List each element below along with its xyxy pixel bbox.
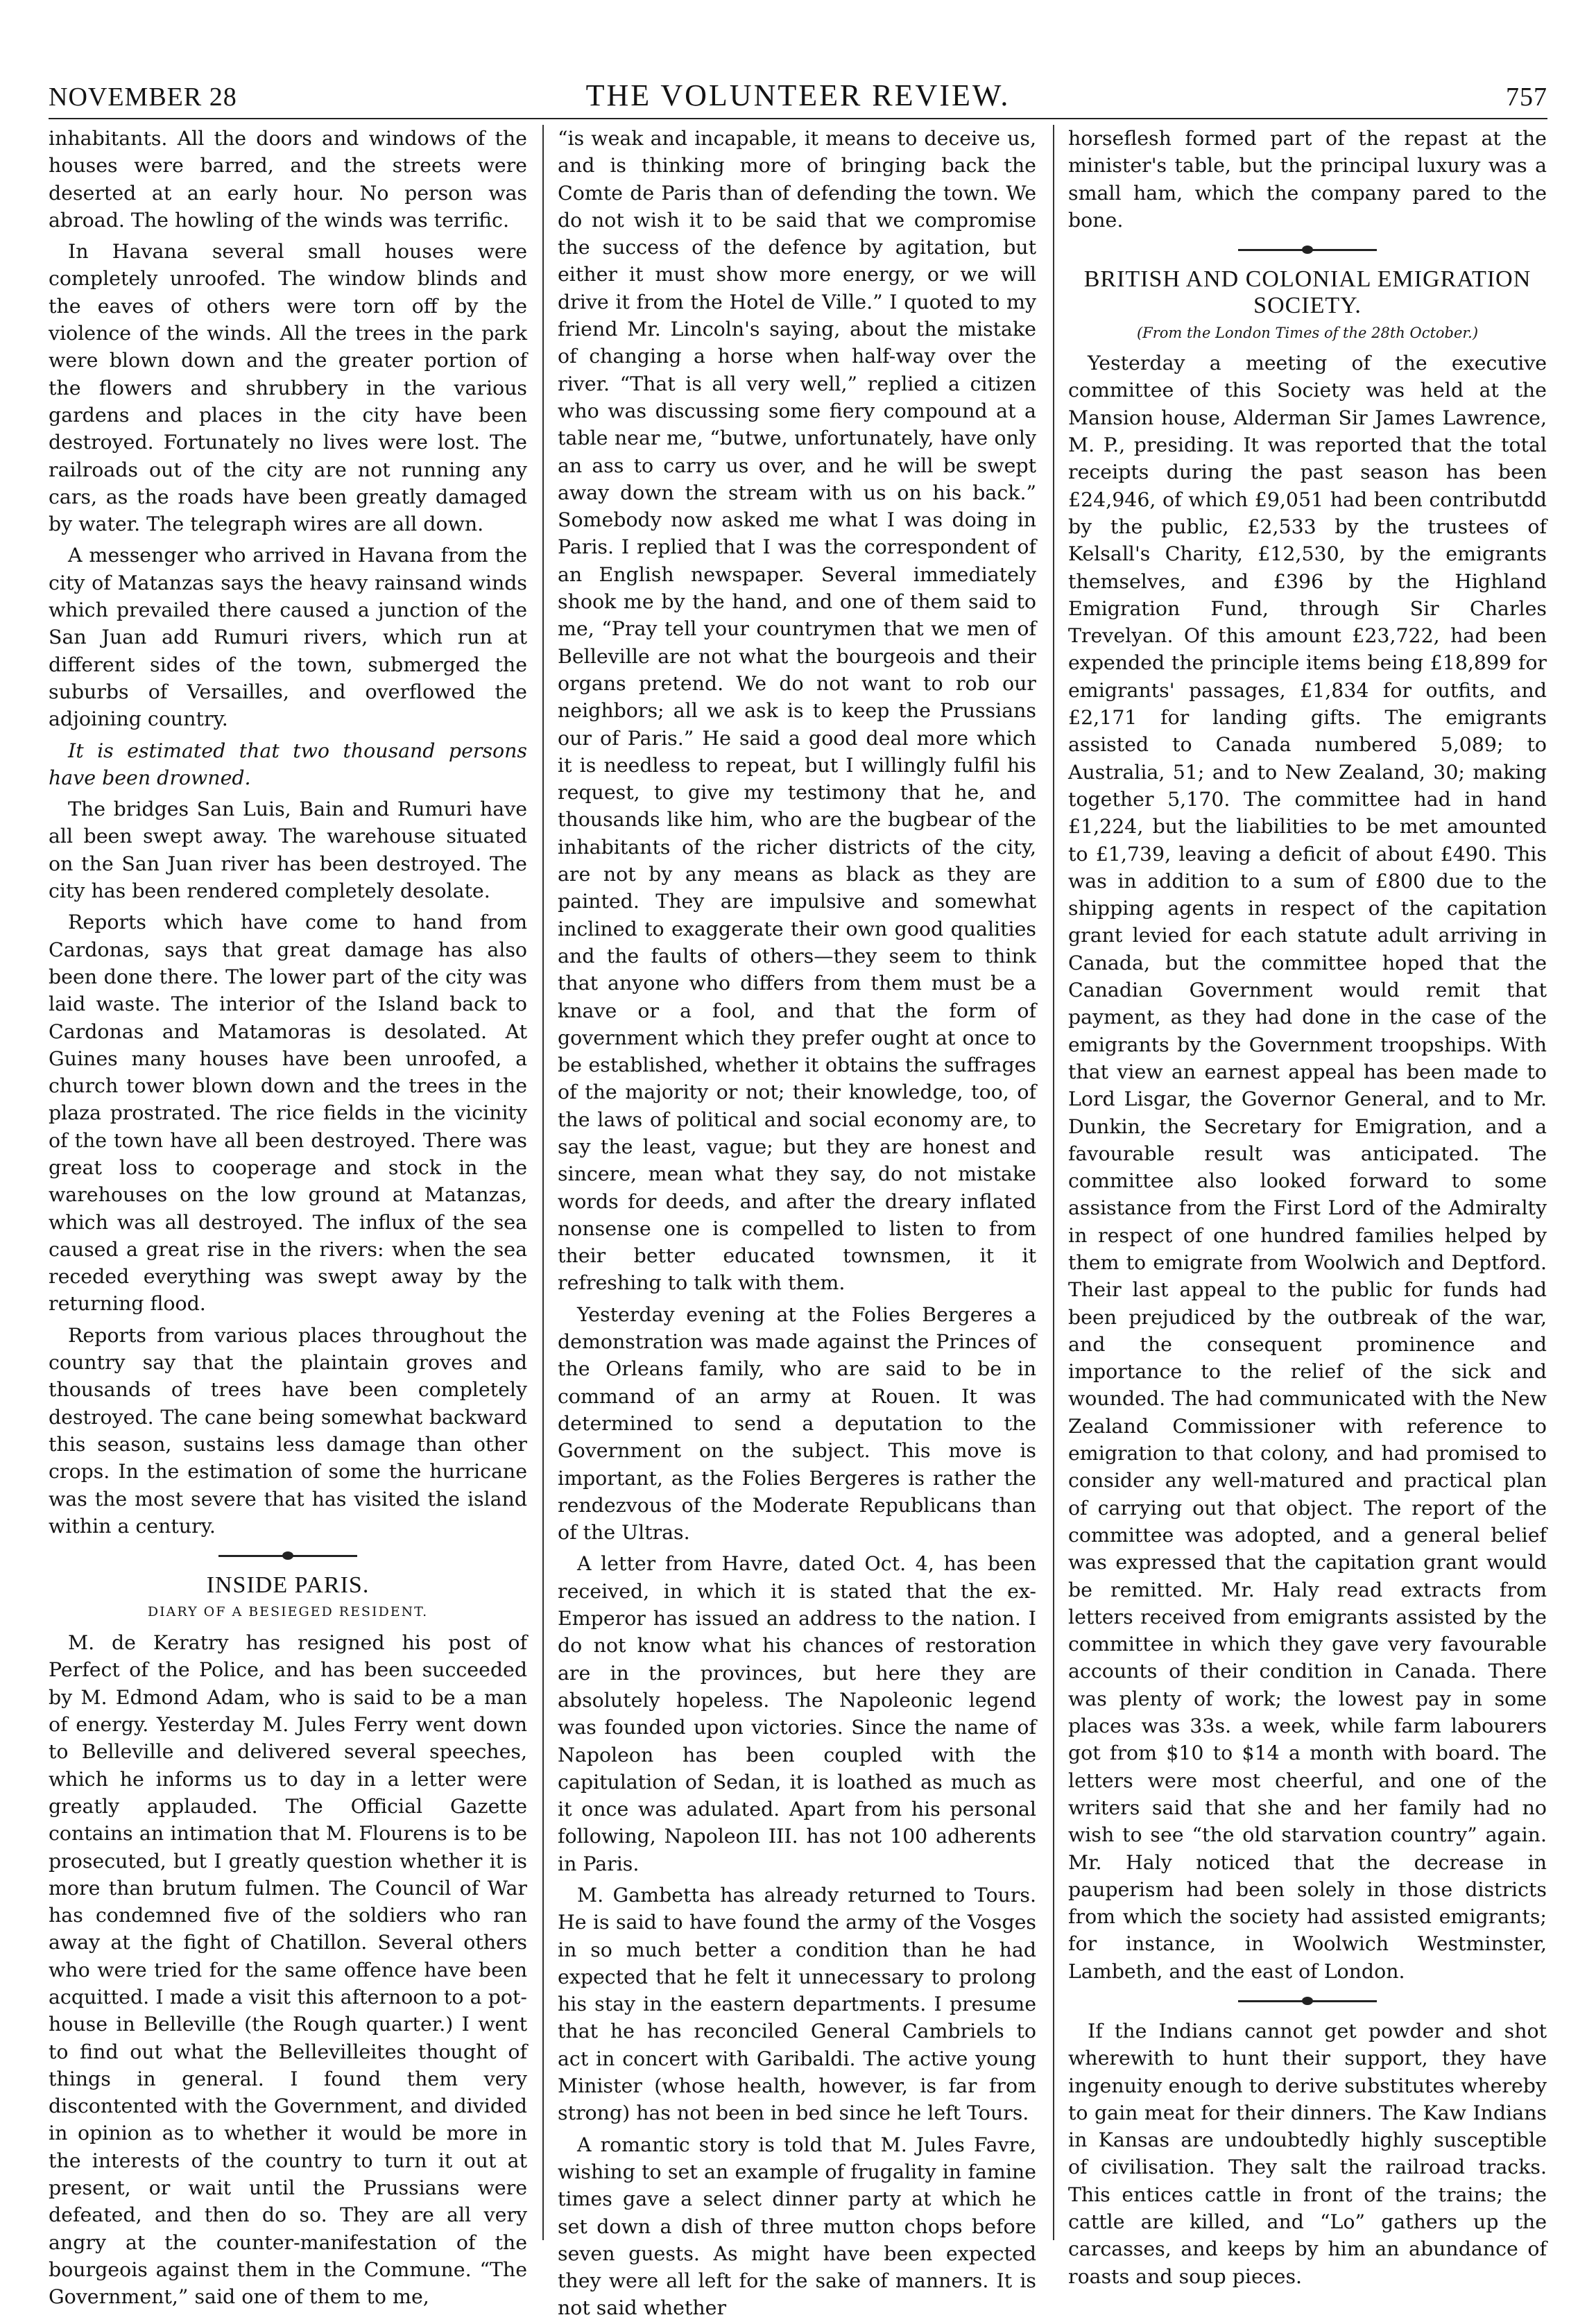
paragraph: Yesterday a meeting of the executive committee of this Society was held at the Mansion house, Alderman Sir James Lawrence, M. P., presiding. It was reported that the total receipts during the past season has been £24,946, of which £9,051 had been contributdd by the public, £2,533 by the trustees of Kelsall's Charity, £12,530, by the emigrants themselves, and £396 by the Highland Emigration Fund, through Sir Charles Trevelyan. Of this amount £23,722, had been expended the principle items being £18,899 for emigrants' passages, £1,834 for outfits, and £2,171 for landing gifts. The emigrants assisted to Canada numbered 5,089; to Australia, 51; and to New Zealand, 30; making together 5,170. The committee had in hand £1,224, but the liabilities to be met amounted to £1,739, leaving a deficit of about £490. This was in addition to a sum of £800 due to the shipping agents in respect of the capitation grant levied for each statute adult arriving in Canada, but the committee hoped that the Canadian Government would remit that payment, as they had done in the case of the emigrants by the Government troopships. With that view an earnest appeal has been made to Lord Lisgar, the Governor General, and to Mr. Dunkin, the Secretary for Emigration, and a favourable result was anticipated. The committee also looked forward to some assistance from the First Lord of the Admiralty in respect of one hundred families helped by them to emigrate from Woolwich and Deptford. Their last appeal to the public for funds had been prejudiced by the outbreak of the war, and the consequent prominence and importance to the relief of the sick and wounded. The had communicated with the New Zealand Commissioner with reference to emigration to that colony, and had promised to consider any well-matured and practical plan of carrying out that object. The report of the committee was adopted, and a general belief was expressed that the capitation grant would be remitted. Mr. Haly read extracts from letters received from emigrants assisted by the committee in which they gave very favourable accounts of their condition in Canada. There was plenty of work; the lowest pay in some places was 33s. a week, while farm labourers got from $10 to $14 a month with board. The letters were most cheerful, and one of the writers said that she and her family had no wish to see “the old starvation country” again. Mr. Haly noticed that the decrease in pauperism had been solely in those districts from which the society had assisted emigrants; for instance, in Woolwich Westminster, Lambeth, and the east of London.: [1068, 352, 1547, 1983]
paragraph: Reports from various places throughout the country say that the plaintain groves and thousands of trees have been completely destroyed. The cane being somewhat backward this season, sustains less damage than other crops. In the estimation of some the hurricane was the most severe that has visited the island within a century.: [49, 1323, 527, 1538]
column-rule: [542, 125, 544, 2240]
paragraph: A letter from Havre, dated Oct. 4, has been received, in which it is stated that the ex-Emperor has issued an address to the nation. I do not know what his chances of restoration are in the provinces, but here they are absolutely hopeless. The Napoleonic legend was founded upon victories. Since the name of Napoleon has been coupled with the capitulation of Sedan, it is loathed as much as it once was adulated. Apart from his personal following, Napoleon III. has not 100 adherents in Paris.: [558, 1552, 1036, 1875]
paragraph: A messenger who arrived in Havana from the city of Matanzas says the heavy rainsand winds which prevailed there caused a junction of the San Juan add Rumuri rivers, which run at different sides of the town, submerged the suburbs of Versailles, and overflowed the adjoining country.: [49, 544, 527, 731]
issue-date: NOVEMBER 28: [49, 83, 237, 112]
paragraph: Reports which have come to hand from Cardonas, says that great damage has also been done there. The lower part of the city was laid waste. The interior of the Island back to Cardonas and Matamoras is desolated. At Guines many houses have been unroofed, a church tower blown down and the trees in the plaza prostrated. The rice fields in the vicinity of the town have all been destroyed. There was great loss to cooperage and stock in the warehouses on the low ground at Matanzas, which was all destroyed. The influx of the sea caused a great rise in the rivers: when the sea receded everything was swept away by the returning flood.: [49, 911, 527, 1316]
column-2: [558, 125, 1036, 2320]
paragraph: If the Indians cannot get powder and shot wherewith to hunt their support, they have ingenuity enough to derive substitutes whereby to gain meat for their dinners. The Kaw Indians in Kansas are undoubtedly highly susceptible of civilisation. They salt the railroad tracks. This entices cattle in front of the trains; the cattle are killed, and “Lo” gathers up the carcasses, and keeps by him an abundance of roasts and soup pieces.: [1068, 2020, 1547, 2288]
paragraph: A romantic story is told that M. Jules Favre, wishing to set an example of frugality in famine times gave a select dinner party at which he set down a dish of three mutton chops before seven guests. As might have been expected they were all left for the sake of manners. It is not said whether: [558, 2133, 1036, 2320]
column-1: [49, 125, 527, 2309]
section-separator: [1238, 249, 1377, 251]
column-rule: [1053, 125, 1054, 2240]
paragraph: It is estimated that two thousand persons have been drowned.: [49, 739, 527, 789]
paragraph: “is weak and incapable, it means to deceive us, and is thinking more of bringing back the Comte de Paris than of defending the town. We do not wish it to be said that we compromise the success of the defence by agitation, but either it must show more energy, or we will drive it from the Hotel de Ville.” I quoted to my friend Mr. Lincoln's saying, about the mistake of changing a horse when half-way over the river. “That is all very well,” replied a citizen who was discussing some fiery compound at a table near me, “butwe, unfortunately, have only an ass to carry us over, and he will be swept away down the stream with us on his back.” Somebody now asked me what I was doing in Paris. I replied that I was the correspondent of an English newspaper. Several immediately shook me by the hand, and one of them said to me, “Pray tell your countrymen that we men of Belleville are not what the bourgeois and their organs pretend. We do not want to rob our neighbors; all we ask is to keep the Prussians our of Paris.” He said a good deal more which it is needless to repeat, but I willingly fulfil his request, to give my testimony that he, and thousands like him, who are the bugbear of the inhabitants of the richer districts of the city, are not by any means as black as they are painted. They are impulsive and somewhat inclined to exaggerate their own good qualities and the faults of others—they seem to think that anyone who differs from them must be a knave or a fool, and that the form of government which they prefer ought at once to be established, whether it obtains the suffrages of the majority or not; their knowledge, too, of the laws of political and social economy are, to say the least, vague; but they are honest and sincere, mean what they say, do not mistake words for deeds, and after the dreary inflated nonsense one is compelled to listen to from their better educated townsmen, it it refreshing to talk with them.: [558, 127, 1036, 1295]
article-subtitle: DIARY OF A BESIEGED RESIDENT.: [147, 1604, 429, 1620]
article-title: BRITISH AND COLONIAL EMIGRATION SOCIETY.: [1083, 266, 1531, 319]
paragraph: M. Gambetta has already returned to Tours. He is said to have found the army of the Vosges in so much better a condition than he had expected that he felt it unnecessary to prolong his stay in the eastern departments. I presume that he has reconciled General Cambriels to act in concert with Garibaldi. The active young Minister (whose health, however, is far from strong) has not been in bed since he left Tours.: [558, 1884, 1036, 2125]
article-title: INSIDE PARIS.: [206, 1572, 370, 1599]
paragraph: The bridges San Luis, Bain and Rumuri have all been swept away. The warehouse situated on the San Juan river has been destroyed. The city has been rendered completely desolate.: [49, 798, 527, 903]
page-number: 757: [1506, 83, 1547, 112]
paragraph: Yesterday evening at the Folies Bergeres a demonstration was made against the Princes of the Orleans family, who are said to be in command of an army at Rouen. It was determined to send a deputation to the Government on the subject. This move is important, as the Folies Bergeres is rather the rendezvous of the Moderate Republicans than of the Ultras.: [558, 1302, 1036, 1545]
column-3: [1068, 125, 1547, 2288]
paragraph: inhabitants. All the doors and windows of the houses were barred, and the streets were deserted at an early hour. No person was abroad. The howling of the winds was terrific.: [49, 127, 527, 232]
paragraph: horseflesh formed part of the repast at the minister's table, but the principal luxury was a small ham, which the company pared to the bone.: [1068, 127, 1547, 232]
masthead-title: THE VOLUNTEER REVIEW.: [585, 78, 1011, 112]
section-separator: [218, 1555, 357, 1557]
paragraph: M. de Keratry has resigned his post of Perfect of the Police, and has been succeeded by M. Edmond Adam, who is said to be a man of energy. Yesterday M. Jules Ferry went down to Belleville and delivered several speeches, which he informs us to day in a letter were greatly applauded. The Official Gazette contains an intimation that M. Flourens is to be prosecuted, but I greatly question whether it is more than brutum fulmen. The Council of War has condemned five of the soldiers who ran away at the fight of Chatillon. Several others who were tried for the same offence have been acquitted. I made a visit this afternoon to a pot-house in Belleville (the Rough quarter.) I went to find out what the Bellevilleites thought of things in general. I found them very discontented with the Government, and divided in opinion as to whether it would be more in the interests of the country to turn it out at present, or wait until the Prussians were defeated, and then do so. They are all very angry at the counter-manifestation of the bourgeois against them in the Commune. “The Government,” said one of them to me,: [49, 1631, 527, 2309]
columns: [49, 125, 1547, 2320]
page-header: [49, 78, 1547, 119]
section-separator: [1238, 2000, 1377, 2002]
article-source: (From the London Times of the 28th October.): [1136, 325, 1479, 342]
paragraph: In Havana several small houses were completely unroofed. The window blinds and the eaves of others were torn off by the violence of the winds. All the trees in the park were blown down and the greater portion of the flowers and shrubbery in the various gardens and places in the city have been destroyed. Fortunately no lives were lost. The railroads out of the city are not running any cars, as the roads have been greatly damaged by water. The telegraph wires are all down.: [49, 240, 527, 536]
